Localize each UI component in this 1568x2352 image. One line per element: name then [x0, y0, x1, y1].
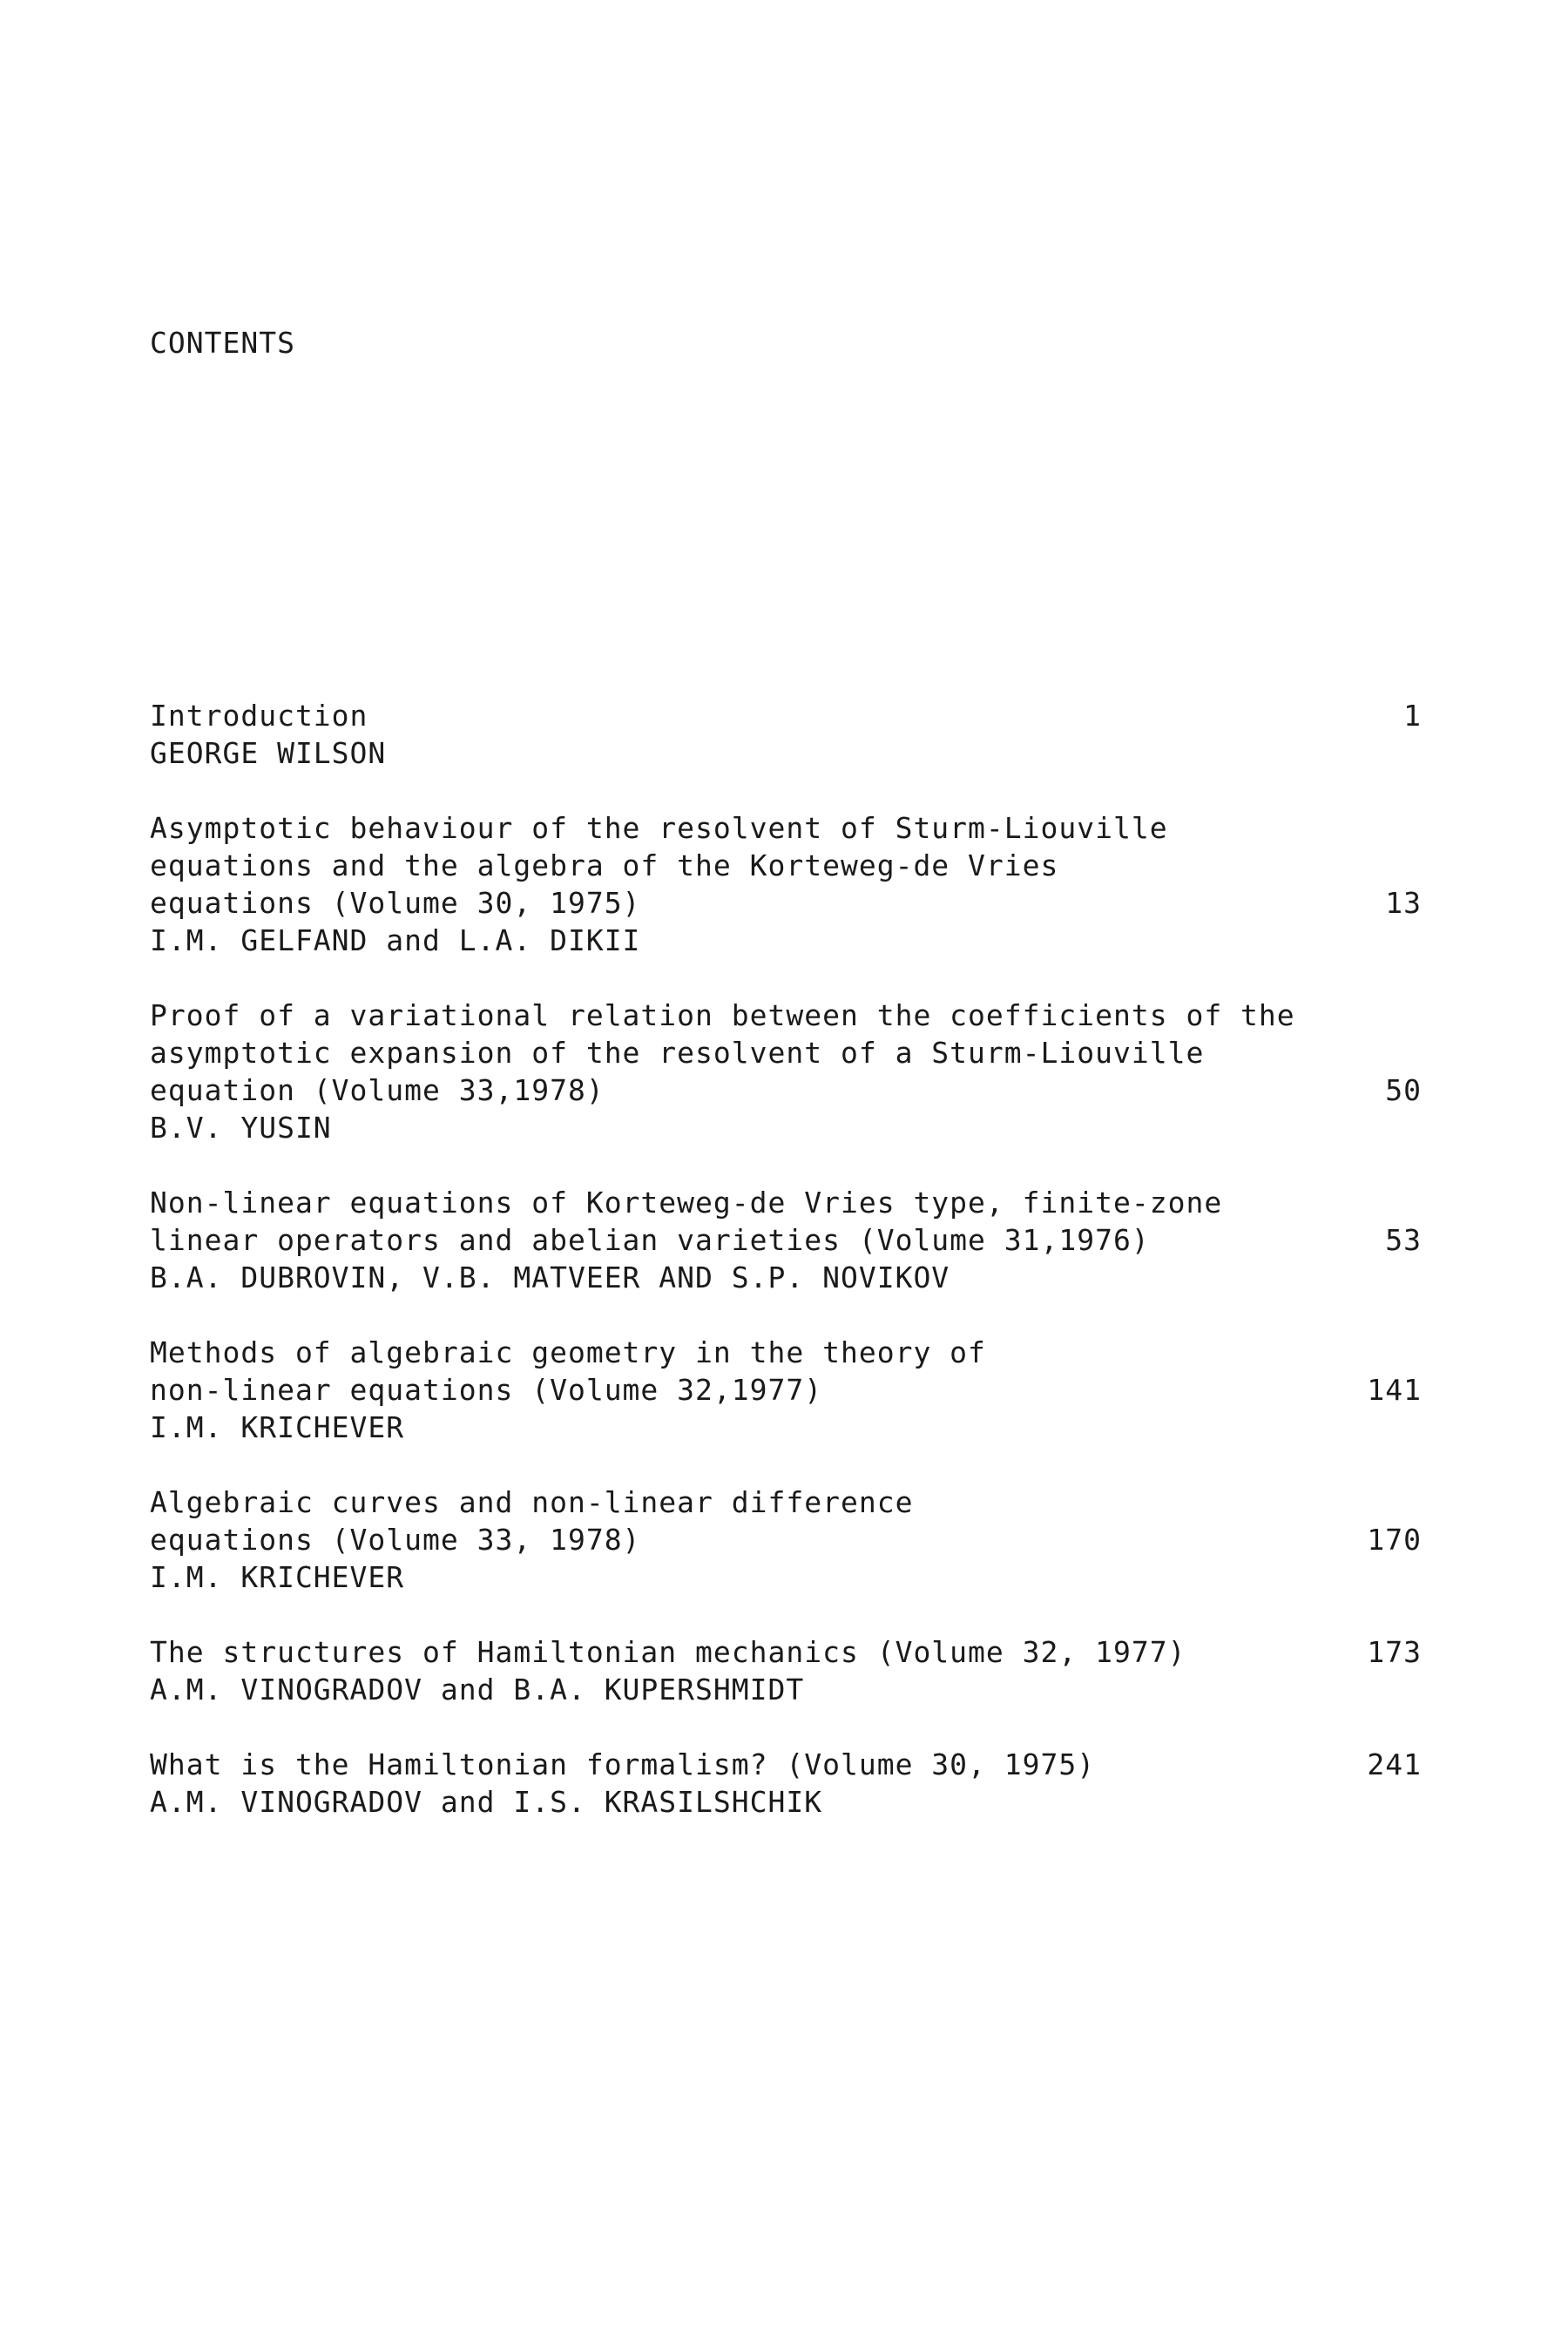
page-number: 50	[1385, 1073, 1422, 1107]
toc-entry	[150, 1746, 1422, 1821]
page-number: 1	[1403, 699, 1422, 733]
entry-title-line: Asymptotic behaviour of the resolvent of Sturm-Liouville	[150, 811, 1168, 845]
page-title: CONTENTS	[150, 326, 295, 360]
entry-title-line: equations and the algebra of the Korteweg-de Vries	[150, 848, 1059, 882]
entry-author: A.M. VINOGRADOV and B.A. KUPERSHMIDT	[150, 1673, 805, 1707]
entry-author: I.M. GELFAND and L.A. DIKII	[150, 923, 641, 957]
page-number: 170	[1367, 1523, 1422, 1557]
entry-title-line: non-linear equations (Volume 32,1977)	[150, 1373, 823, 1407]
entry-author: I.M. KRICHEVER	[150, 1410, 405, 1444]
entry-title-line: What is the Hamiltonian formalism? (Volume 30, 1975)	[150, 1747, 1096, 1781]
entry-title-line: asymptotic expansion of the resolvent of a Sturm-Liouville	[150, 1036, 1205, 1070]
entry-author: B.A. DUBROVIN, V.B. MATVEER AND S.P. NOVIKOV	[150, 1260, 950, 1294]
page-number: 173	[1367, 1635, 1422, 1669]
entry-title-line: Proof of a variational relation between the coefficients of the	[150, 998, 1295, 1032]
entry-title-line: linear operators and abelian varieties (Volume 31,1976)	[150, 1223, 1150, 1257]
entry-author: I.M. KRICHEVER	[150, 1560, 405, 1594]
toc-entry	[150, 1334, 1422, 1446]
entry-title-line: equations (Volume 30, 1975)	[150, 886, 641, 920]
entry-title-line: Non-linear equations of Korteweg-de Vries type, finite-zone	[150, 1186, 1223, 1220]
page-number: 241	[1367, 1747, 1422, 1781]
toc-entry	[150, 1633, 1422, 1708]
table-of-contents	[150, 697, 1422, 1858]
toc-entry	[150, 997, 1422, 1146]
page-number: 13	[1385, 886, 1422, 920]
page-number: 141	[1367, 1373, 1422, 1407]
toc-entry	[150, 809, 1422, 959]
entry-author: GEORGE WILSON	[150, 736, 387, 770]
entry-author: A.M. VINOGRADOV and I.S. KRASILSHCHIK	[150, 1785, 823, 1819]
toc-entry	[150, 1484, 1422, 1596]
entry-title-line: equations (Volume 33, 1978)	[150, 1523, 641, 1557]
entry-author: B.V. YUSIN	[150, 1111, 332, 1145]
page-number: 53	[1385, 1223, 1422, 1257]
toc-entry	[150, 1184, 1422, 1296]
entry-title-line: Introduction	[150, 699, 368, 733]
toc-entry	[150, 697, 1422, 772]
entry-title-line: Algebraic curves and non-linear difference	[150, 1485, 914, 1519]
entry-title-line: equation (Volume 33,1978)	[150, 1073, 605, 1107]
entry-title-line: Methods of algebraic geometry in the theory of	[150, 1335, 986, 1369]
entry-title-line: The structures of Hamiltonian mechanics (Volume 32, 1977)	[150, 1635, 1186, 1669]
